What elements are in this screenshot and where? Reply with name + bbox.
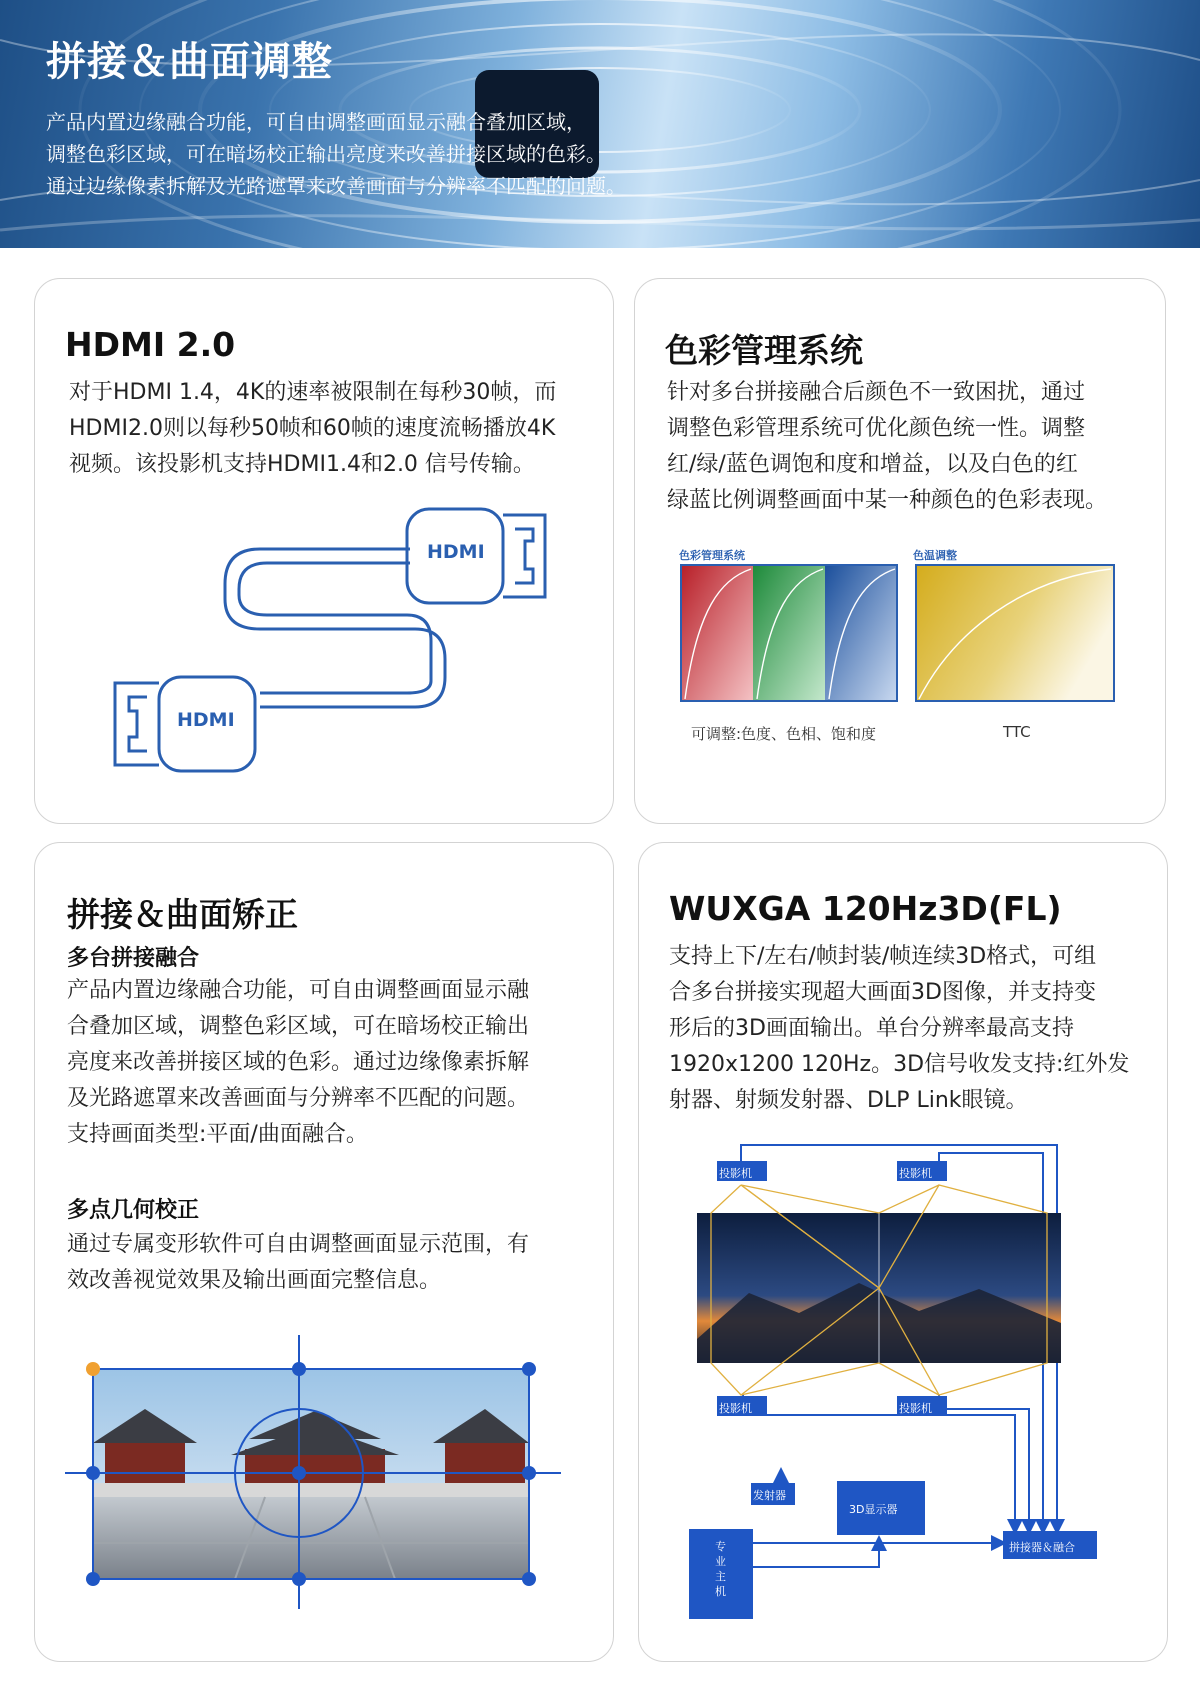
stitch-text-line: 及光路遮罩来改善画面与分辨率不匹配的问题。	[67, 1086, 530, 1111]
color-title: 色彩管理系统	[665, 331, 863, 370]
hdmi-connector-label: HDMI	[427, 541, 485, 563]
hdmi-text-line: 对于HDMI 1.4，4K的速率被限制在每秒30帧，而	[69, 380, 557, 405]
palace-warp-image	[35, 843, 615, 1663]
stitch-text-line: 支持画面类型:平面/曲面融合。	[67, 1122, 368, 1147]
stitch-text-line: 亮度来改善拼接区域的色彩。通过边缘像素拆解	[67, 1050, 530, 1075]
ttc-caption: TTC	[1003, 723, 1031, 741]
wuxga-title: WUXGA 120Hz3D(FL)	[669, 889, 1062, 928]
hdmi-title: HDMI 2.0	[65, 325, 236, 364]
wuxga-text-line: 1920x1200 120Hz。3D信号收发支持:红外发	[669, 1052, 1130, 1077]
hdmi-cable-icon	[35, 279, 615, 825]
color-text-line: 绿蓝比例调整画面中某一种颜色的色彩表现。	[667, 488, 1108, 513]
stitch-text-line: 产品内置边缘融合功能，可自由调整画面显示融	[67, 978, 530, 1003]
wuxga-3d-card	[638, 842, 1168, 1662]
edge-blending-subtitle: 多台拼接融合	[67, 946, 200, 971]
blender-label: 拼接器＆融合	[1009, 1541, 1075, 1554]
header-banner	[0, 0, 1200, 248]
color-management-card	[634, 278, 1166, 824]
temperature-panel-label: 色温调整	[913, 549, 957, 562]
color-caption: 可调整:色度、色相、饱和度	[691, 725, 877, 743]
color-text-line: 针对多台拼接融合后颜色不一致困扰，通过	[667, 380, 1086, 405]
wuxga-text-line: 形后的3D画面输出。单台分辨率最高支持	[669, 1016, 1074, 1041]
color-text-line: 红/绿/蓝色调饱和度和增益，以及白色的红	[667, 452, 1078, 477]
banner-line: 通过边缘像素拆解及光路遮罩来改善画面与分辨率不匹配的问题。	[46, 174, 626, 198]
stitching-card	[34, 842, 614, 1662]
wuxga-text-line: 合多台拼接实现超大画面3D图像，并支持变	[669, 980, 1096, 1005]
hdmi-text-line: HDMI2.0则以每秒50帧和60帧的速度流畅播放4K	[69, 416, 556, 441]
hdmi-card	[34, 278, 614, 824]
hdmi-connector-label: HDMI	[177, 709, 235, 731]
stitching-title: 拼接＆曲面矫正	[67, 895, 298, 934]
geometry-correction-subtitle: 多点几何校正	[67, 1198, 200, 1223]
color-panel-label: 色彩管理系统	[679, 549, 745, 562]
stitch-text-line: 合叠加区域，调整色彩区域，可在暗场校正输出	[67, 1014, 530, 1039]
projector-label: 投影机	[719, 1402, 752, 1415]
projector-label: 投影机	[719, 1167, 752, 1180]
emitter-label: 发射器	[753, 1489, 786, 1502]
projector-label: 投影机	[899, 1167, 932, 1180]
geometry-text-line: 通过专属变形软件可自由调整画面显示范围，有	[67, 1232, 530, 1257]
banner-line: 调整色彩区域，可在暗场校正输出亮度来改善拼接区域的色彩。	[46, 142, 606, 166]
projector-label: 投影机	[899, 1402, 932, 1415]
hdmi-text-line: 视频。该投影机支持HDMI1.4和2.0 信号传输。	[69, 452, 535, 477]
wuxga-text-line: 射器、射频发射器、DLP Link眼镜。	[669, 1088, 1028, 1113]
wuxga-text-line: 支持上下/左右/帧封装/帧连续3D格式，可组	[669, 944, 1097, 969]
color-text-line: 调整色彩管理系统可优化颜色统一性。调整	[667, 416, 1086, 441]
banner-title: 拼接＆曲面调整	[46, 39, 333, 85]
geometry-text-line: 效改善视觉效果及输出画面完整信息。	[67, 1268, 442, 1293]
banner-line: 产品内置边缘融合功能，可自由调整画面显示融合叠加区域，	[46, 110, 586, 134]
host-label: 专业主机	[715, 1540, 726, 1598]
3d-display-label: 3D显示器	[849, 1503, 898, 1516]
